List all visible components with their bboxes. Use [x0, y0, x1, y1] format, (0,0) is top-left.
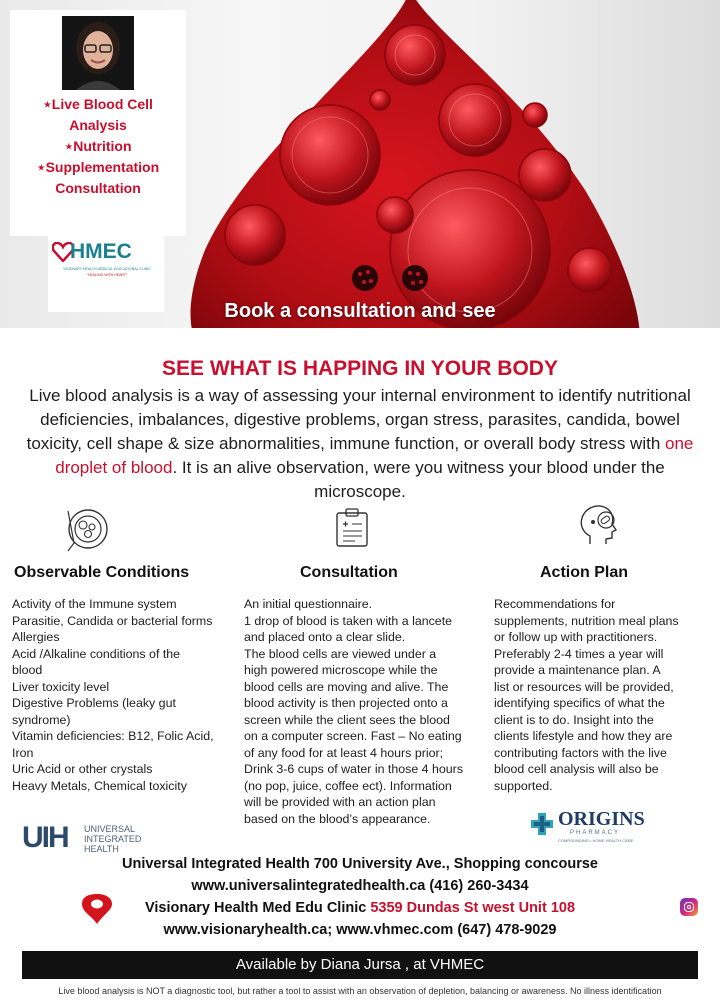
- list-item: blood: [12, 663, 43, 677]
- list-item: Digestive Problems (leaky gut: [12, 696, 176, 710]
- origins-tagline: COMPOUNDING • HOME HEALTH CARE: [558, 838, 634, 843]
- practitioner-photo: [62, 16, 134, 90]
- list-item: Heavy Metals, Chemical toxicity: [12, 778, 187, 793]
- service-item: ⋆Supplementation: [36, 159, 160, 175]
- origins-pharmacy-logo: [530, 808, 660, 848]
- consultation-text: An initial questionnaire. 1 drop of blood is taken with a lancete and placed onto a clear slide. The blood cells are viewed under a high powered microscope while the blood cells are moving and alive. The blood activity is then projected onto a screen while the client sees the blood on a computer screen. Fast – No eating of any food for at least 4 hours prior; Drink 3-6 cups of water in those 4 hours (no pop, juice, coffee ect). Information will be provided with an action plan based on the blood’s appearance.: [244, 597, 464, 826]
- list-item: Liver toxicity level: [12, 679, 110, 694]
- service-item: ⋆Live Blood Cell: [43, 96, 153, 112]
- vhmec-logo: [48, 236, 164, 312]
- page-headline: SEE WHAT IS HAPPING IN YOUR BODY: [162, 357, 558, 380]
- action-plan-title: Action Plan: [540, 564, 629, 581]
- action-plan-text: Recommendations for supplements, nutrition meal plans or follow up with practitioners. Preferably 2-4 times a year will provide a maintenance plan. A list or resources will be provided, identifying specifics of what the client is to do. Insight into the clients lifestyle and how they are contributing factors with the live blood cell analysis will also be supported.: [494, 597, 679, 793]
- intro-paragraph: Live blood analysis is a way of assessing your internal environment to identify nutritional deficiencies, imbalances, digestive problems, organ stress, parasites, candida, bowel toxicity, cell shape & size abnormalities, immune function, or overall body stress with one droplet of blood. It is an alive observation, were you witness your blood under the microscope.: [26, 386, 694, 501]
- uih-logo-mark: UIH: [22, 821, 68, 854]
- pharmacy-cross-icon: [530, 812, 554, 836]
- list-item: syndrome): [12, 712, 71, 727]
- list-item: Uric Acid or other crystals: [12, 762, 153, 776]
- service-item: Analysis: [69, 117, 127, 133]
- list-item: Iron: [12, 745, 34, 760]
- list-item: Activity of the Immune system: [12, 597, 177, 611]
- origins-wordmark: ORIGINS: [558, 808, 645, 830]
- vhmec-address: Visionary Health Med Edu Clinic 5359 Dundas St west Unit 108: [144, 900, 576, 916]
- conditions-title: Observable Conditions: [14, 564, 190, 581]
- list-item: Vitamin deficiencies: B12, Folic Acid,: [12, 729, 214, 743]
- services-card: [10, 10, 186, 236]
- consultation-title: Consultation: [300, 564, 398, 581]
- disclaimer-text: Live blood analysis is NOT a diagnostic tool, but rather a tool to assist with an observation of depletion, balancing or awareness. No illness identification: [58, 986, 662, 996]
- availability-banner: Available by Diana Jursa , at VHMEC: [22, 951, 698, 979]
- service-item: Consultation: [55, 180, 141, 196]
- services-list: [10, 94, 186, 199]
- service-item: ⋆Nutrition: [64, 138, 132, 154]
- origins-subtitle: PHARMACY: [570, 830, 621, 836]
- hero-caption: Book a consultation and see: [224, 300, 496, 322]
- list-item: Acid /Alkaline conditions of the: [12, 646, 181, 661]
- conditions-list: [12, 596, 240, 794]
- vhmec-logo-subtitle: VISIONARY HEALTH MEDICAL EDUCATIONAL CLINIC "HEALING WITH HEART": [63, 267, 151, 277]
- vhmec-website-phone[interactable]: www.visionaryhealth.ca; www.vhmec.com (647) 478-9029: [163, 922, 557, 938]
- clipboard-icon: [334, 508, 370, 548]
- petri-dish-icon: [62, 503, 110, 553]
- uih-address: Universal Integrated Health 700 University Ave., Shopping concourse: [122, 856, 598, 872]
- list-item: Allergies: [12, 630, 60, 644]
- hero-banner: [0, 0, 720, 328]
- vhmec-logo-text: HMEC: [70, 240, 132, 263]
- uih-website-phone[interactable]: www.universalintegratedhealth.ca (416) 260-3434: [191, 878, 529, 894]
- head-nutrition-icon: [576, 502, 622, 546]
- list-item: Parasitie, Candida or bacterial forms: [12, 613, 213, 628]
- highlight-text: one droplet of blood: [55, 434, 694, 477]
- location-pin-icon: [80, 892, 114, 926]
- instagram-icon[interactable]: [680, 898, 698, 916]
- uih-logo-words: UNIVERSAL INTEGRATED HEALTH: [84, 824, 142, 854]
- uih-logo: [22, 822, 172, 856]
